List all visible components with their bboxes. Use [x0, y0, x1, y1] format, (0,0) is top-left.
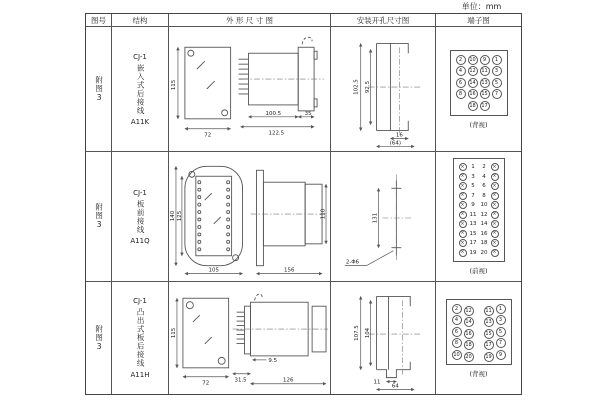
terminal-circle: 14	[465, 319, 472, 325]
terminal-number: 13	[469, 221, 477, 228]
screw-terminal-icon: ×	[492, 182, 497, 189]
terminal-circle: 18	[469, 102, 476, 109]
terminal-caption: (前视)	[469, 266, 488, 275]
row3-outline-cell	[169, 282, 331, 394]
row2-figure-cell	[86, 152, 112, 282]
type-code: A11Q	[130, 236, 150, 245]
dim-label: 140	[169, 210, 176, 221]
screw-terminal-icon: ×	[460, 211, 465, 218]
terminal-circle: 1	[496, 304, 506, 314]
terminal-circle: 14	[469, 79, 476, 86]
screw-terminal-icon: ×	[460, 192, 465, 199]
terminal-row	[452, 338, 506, 348]
dim-label: 72	[204, 132, 212, 139]
terminal-number: 19	[469, 249, 477, 256]
row1-install-drawing	[331, 27, 435, 152]
terminal-diagram-rear	[450, 50, 508, 116]
terminal-row	[452, 304, 506, 314]
dim-label: 35	[304, 110, 312, 117]
row1-structure-cell	[112, 27, 169, 152]
header-terminal: 端子图	[436, 14, 521, 27]
dim-label: 92.5	[365, 80, 372, 93]
screw-terminal-icon: ×	[492, 249, 497, 256]
terminal-row	[456, 55, 502, 65]
terminal-number: 5	[471, 183, 475, 190]
terminal-circle: 6	[456, 78, 466, 88]
type-code: A11K	[130, 117, 150, 126]
terminal-circle: 17	[481, 102, 488, 109]
structure-description: 凸出式板后接线	[136, 308, 146, 368]
hole-note-label: 2-Φ6	[345, 259, 360, 266]
model-label: CJ-1	[133, 188, 147, 197]
row1-install-cell	[331, 27, 436, 152]
terminal-circle: 18	[465, 342, 472, 348]
terminal-number: 6	[482, 183, 486, 190]
dim-label: 72	[202, 380, 210, 387]
terminal-circle: 2	[456, 55, 466, 65]
dim-label: 131	[372, 212, 379, 223]
finish-mark-icon	[197, 61, 205, 69]
terminal-number: 18	[480, 240, 488, 247]
terminal-number: 9	[471, 202, 475, 209]
row3-install-drawing	[331, 282, 435, 394]
dim-label: 64	[391, 383, 399, 390]
terminal-circle: 16	[465, 330, 472, 337]
screw-terminal-icon: ×	[460, 220, 465, 227]
row1-terminal-cell	[436, 27, 521, 152]
dim-label: 9.5	[268, 357, 278, 364]
screw-terminal-icon: ×	[492, 239, 497, 246]
dim-label: 16	[395, 132, 403, 139]
figure-number: 附图3	[94, 203, 104, 230]
row3-install-cell	[331, 282, 436, 394]
terminal-circle: 16	[469, 91, 476, 97]
terminal-circle: 11	[485, 307, 492, 314]
terminal-number: 1	[471, 164, 475, 171]
terminal-circle: 15	[481, 91, 488, 97]
dim-label: 156	[284, 267, 295, 274]
figure-number: 附图3	[94, 324, 104, 352]
terminal-dots	[198, 180, 230, 250]
terminal-number: 17	[469, 240, 477, 247]
terminal-number: 7	[471, 192, 475, 199]
terminal-row	[459, 249, 499, 257]
dim-label: 105	[208, 267, 219, 274]
dim-label: 107.5	[354, 325, 361, 341]
terminal-circle: 15	[485, 330, 492, 337]
terminal-circle: 9	[496, 350, 506, 360]
screw-terminal-icon: ×	[460, 173, 465, 180]
terminal-circle: 13	[485, 319, 492, 325]
terminal-circle: 7	[492, 89, 502, 99]
dim-label: 100.5	[265, 110, 282, 117]
terminal-circle: 8	[456, 89, 466, 99]
figure-number: 附图3	[94, 75, 104, 103]
terminal-number: 16	[480, 230, 488, 237]
terminal-circle: 11	[481, 68, 488, 74]
terminal-row	[456, 89, 502, 99]
dim-label: 115	[170, 327, 177, 339]
terminal-row	[452, 350, 506, 360]
header-figure: 图号	[86, 14, 112, 27]
terminal-row	[459, 163, 499, 171]
row3-structure-cell	[112, 282, 169, 394]
terminal-number: 14	[480, 221, 488, 228]
screw-terminal-icon: ×	[460, 239, 465, 246]
terminal-number: 3	[471, 173, 475, 180]
screw-terminal-icon: ×	[492, 220, 497, 227]
screw-terminal-icon: ×	[460, 163, 465, 170]
handle-icon	[302, 37, 312, 44]
terminal-number: 15	[469, 230, 477, 237]
terminal-number: 12	[480, 211, 488, 218]
terminal-number: 10	[480, 202, 488, 209]
row1-figure-cell	[86, 27, 112, 152]
screw-terminal-icon: ×	[492, 192, 497, 199]
dim-label: (64)	[389, 139, 401, 146]
model-label: CJ-1	[133, 297, 147, 306]
terminal-circle: 4	[452, 315, 462, 325]
terminal-circle: 19	[485, 353, 492, 360]
finish-mark-icon	[214, 217, 221, 224]
terminal-circle: 7	[496, 338, 506, 348]
structure-description: 嵌入式后接线	[136, 63, 146, 115]
terminal-caption: (背视)	[469, 120, 488, 129]
terminal-circle: 12	[465, 307, 472, 314]
terminal-number: 2	[482, 164, 486, 171]
terminal-circle: 5	[492, 78, 502, 88]
dim-label: 115	[170, 79, 177, 90]
screw-terminal-icon: ×	[492, 173, 497, 180]
row2-outline-cell	[169, 152, 331, 282]
row2-terminal-cell	[436, 152, 521, 282]
row2-outline-drawing	[169, 152, 330, 282]
terminal-circle: 10	[453, 351, 460, 358]
dim-label: 126	[283, 377, 294, 384]
terminal-circle: 12	[469, 68, 476, 74]
terminal-number: 8	[482, 192, 486, 199]
row2-install-drawing	[331, 152, 435, 282]
terminal-circle: 2	[452, 304, 462, 314]
terminal-circle: 9	[480, 55, 490, 65]
terminal-number: 4	[482, 173, 486, 180]
dim-label: 125	[176, 210, 183, 221]
terminal-circle: 4	[456, 66, 466, 76]
terminal-row	[459, 182, 499, 190]
screw-terminal-icon: ×	[460, 230, 465, 237]
finish-mark-icon	[193, 315, 200, 322]
dim-label: 104	[365, 327, 372, 339]
terminal-row	[456, 66, 502, 76]
type-code: A11H	[130, 370, 150, 379]
finish-mark-icon	[205, 193, 212, 200]
terminal-number: 20	[480, 249, 488, 256]
spec-table	[85, 13, 522, 395]
row1-outline-cell	[169, 27, 331, 152]
terminal-circle: 1	[492, 55, 502, 65]
terminal-row	[452, 327, 506, 337]
dim-label: 110	[320, 208, 327, 219]
terminal-row	[459, 239, 499, 247]
terminal-circle: 20	[465, 353, 472, 360]
screw-terminal-icon: ×	[460, 182, 465, 189]
structure-description: 板前接线	[136, 199, 146, 234]
row3-outline-drawing	[169, 282, 330, 394]
terminal-row	[452, 315, 506, 325]
header-outline: 外 形 尺 寸 图	[169, 14, 331, 27]
terminal-circle: 6	[452, 327, 462, 337]
row2-structure-cell	[112, 152, 169, 282]
terminal-row	[456, 78, 502, 88]
terminal-diagram-front	[453, 158, 505, 262]
terminal-circle: 10	[469, 56, 476, 63]
terminal-row	[459, 192, 499, 200]
finish-mark-icon	[207, 81, 215, 89]
terminal-circle: 8	[452, 338, 462, 348]
terminal-row	[459, 230, 499, 238]
screw-terminal-icon: ×	[492, 163, 497, 170]
header-install: 安装开孔尺寸图	[331, 14, 436, 27]
terminal-number: 11	[469, 211, 477, 218]
dim-label: 31.5	[234, 377, 247, 384]
header-structure: 结构	[112, 14, 169, 27]
terminal-row	[459, 173, 499, 181]
terminal-circle: 17	[485, 342, 492, 348]
screw-terminal-icon: ×	[492, 201, 497, 208]
dim-label: 122.5	[268, 130, 285, 137]
dim-label: 102.5	[353, 78, 360, 95]
terminal-circle: 3	[492, 66, 502, 76]
terminal-row	[459, 201, 499, 209]
terminal-circle: 5	[496, 327, 506, 337]
row1-outline-drawing	[169, 27, 330, 152]
screw-terminal-icon: ×	[460, 249, 465, 256]
terminal-caption: (背视)	[469, 369, 488, 378]
screw-terminal-icon: ×	[492, 211, 497, 218]
terminal-diagram-rear	[446, 299, 512, 365]
terminal-row	[459, 211, 499, 219]
screw-terminal-icon: ×	[492, 230, 497, 237]
row3-terminal-cell	[436, 282, 521, 394]
handle-icon	[254, 294, 262, 300]
model-label: CJ-1	[133, 52, 147, 61]
screw-terminal-icon: ×	[460, 201, 465, 208]
terminal-circle: 13	[481, 79, 488, 86]
finish-mark-icon	[205, 337, 212, 344]
terminal-row	[456, 101, 502, 111]
unit-label: 单位：mm	[461, 2, 502, 11]
row2-install-cell	[331, 152, 436, 282]
dim-label: 11	[373, 379, 381, 386]
terminal-row	[459, 220, 499, 228]
row3-figure-cell	[86, 282, 112, 394]
terminal-circle: 3	[496, 315, 506, 325]
